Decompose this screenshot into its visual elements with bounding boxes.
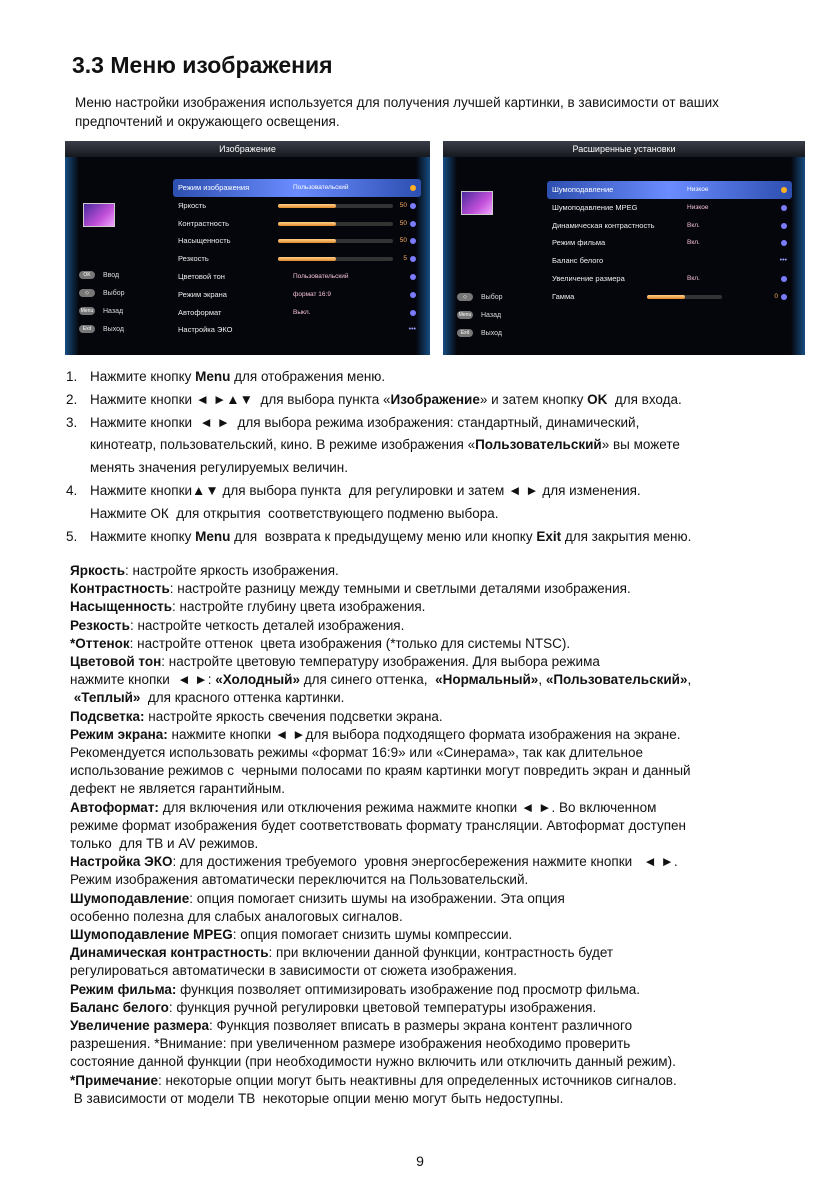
- menu-row[interactable]: [173, 321, 421, 339]
- description-line: Динамическая контрастность: при включении данной функции, контрастность будет: [70, 945, 614, 961]
- menu-row-label: Режим фильма: [552, 238, 606, 248]
- menu-row[interactable]: [547, 199, 792, 217]
- instruction-step: [66, 389, 816, 412]
- step-number: 1.: [66, 369, 78, 384]
- value-slider[interactable]: [278, 204, 393, 208]
- value-number: 50: [399, 201, 407, 209]
- option-indicator-icon: [410, 310, 416, 316]
- description-line: дефект не является гарантийным.: [70, 781, 286, 797]
- menu-row-label: Режим изображения: [178, 183, 250, 192]
- value-slider[interactable]: [278, 257, 393, 261]
- description-line: только для ТВ и AV режимов.: [70, 836, 259, 852]
- value-number: 5: [403, 255, 407, 263]
- step-text: Нажмите кнопки ◄ ► для выбора режима изображения: стандартный, динамический, кинотеатр, пользовательский, кино. В режиме изображения «Пользовательский» вы можете менять значения регулируемых величин.: [90, 414, 680, 476]
- key-hint: [79, 303, 159, 321]
- menu-row-value: Вкл.: [687, 274, 700, 282]
- option-indicator-icon: [781, 223, 787, 229]
- menu-row[interactable]: [173, 286, 421, 304]
- description-line: *Примечание: некоторые опции могут быть неактивны для определенных источников сигналов.: [70, 1072, 677, 1088]
- key-hint: [457, 307, 537, 325]
- key-hint-label: Выход: [103, 326, 124, 333]
- menu-row-label: Контрастность: [178, 218, 230, 228]
- menu-rows: [173, 179, 421, 339]
- option-indicator-icon: [781, 187, 787, 193]
- menu-row[interactable]: [547, 234, 792, 252]
- option-indicator-icon: [781, 276, 787, 282]
- step-number: 2.: [66, 391, 78, 407]
- description-line: Контрастность: настройте разницу между темными и светлыми деталями изображения.: [70, 581, 631, 597]
- description-line: В зависимости от модели ТВ некоторые опции меню могут быть недоступны.: [70, 1090, 564, 1106]
- description-line: Режим экрана: нажмите кнопки ◄ ►для выбора подходящего формата изображения на экране.: [70, 726, 681, 742]
- description-line: Баланс белого: функция ручной регулировки цветовой температуры изображения.: [70, 999, 597, 1015]
- key-legend: [79, 267, 159, 339]
- option-indicator-icon: [410, 185, 416, 191]
- menu-header: Расширенные установки: [443, 141, 805, 157]
- value-slider[interactable]: [647, 295, 722, 299]
- advanced-settings-screenshot: [443, 141, 805, 355]
- key-hint-label: Назад: [103, 308, 124, 315]
- menu-row[interactable]: [173, 197, 421, 215]
- menu-row-label: Гамма: [552, 291, 575, 301]
- remote-button-icon: Menu: [458, 312, 472, 319]
- key-hint-label: Выход: [481, 330, 502, 337]
- menu-row[interactable]: [173, 179, 421, 197]
- description-line: Резкость: настройте четкость деталей изображения.: [70, 617, 405, 633]
- description-line: Режим фильма: функция позволяет оптимизировать изображение под просмотр фильма.: [70, 981, 641, 997]
- menu-row-label: Яркость: [178, 200, 207, 210]
- instruction-step: [66, 412, 816, 480]
- key-hint: [457, 289, 537, 307]
- key-hint: [79, 285, 159, 303]
- description-line: Шумоподавление: опция помогает снизить шумы на изображении. Эта опция: [70, 890, 565, 906]
- menu-row-label: Резкость: [178, 254, 209, 264]
- description-line: Подсветка: настройте яркость свечения подсветки экрана.: [70, 708, 443, 724]
- instruction-steps: [66, 366, 816, 548]
- menu-row[interactable]: [173, 250, 421, 268]
- option-indicator-icon: [781, 294, 787, 300]
- option-indicator-icon: [410, 274, 416, 280]
- step-text: Нажмите кнопку Menu для отображения меню.: [90, 369, 386, 384]
- menu-row-label: Цветовой тон: [178, 271, 225, 281]
- step-text: Нажмите кнопки▲▼ для выбора пункта для регулировки и затем ◄ ► для изменения. Нажмите ОК для открытия соответствующего подменю выбора.: [90, 482, 641, 521]
- page-title: 3.3 Меню изображения: [72, 52, 333, 78]
- menu-row-label: Увеличение размера: [552, 273, 625, 283]
- menu-row-label: Автоформат: [178, 307, 222, 317]
- step-number: 3.: [66, 414, 78, 430]
- value-slider[interactable]: [278, 239, 393, 243]
- description-line: Яркость: настройте яркость изображения.: [70, 563, 339, 578]
- key-hint-label: Выбор: [103, 290, 125, 297]
- menu-row[interactable]: [173, 232, 421, 250]
- description-line: «Теплый» для красного оттенка картинки.: [73, 690, 345, 706]
- menu-row[interactable]: [547, 270, 792, 288]
- menu-header: Изображение: [65, 141, 430, 157]
- settings-descriptions: [70, 562, 815, 1108]
- description-line: Увеличение размера: Функция позволяет вписать в размеры экрана контент различного: [70, 1018, 633, 1034]
- description-line: Рекомендуется использовать режимы «формат 16:9» или «Синерама», так как длительное: [70, 745, 643, 761]
- menu-row[interactable]: [173, 268, 421, 286]
- tv-thumbnail-icon: [461, 191, 493, 215]
- menu-row-value: Пользовательский: [293, 184, 349, 191]
- intro-paragraph: Меню настройки изображения используется для получения лучшей картинки, в зависимости от ваших предпочтений и окружающего освещения.: [75, 95, 719, 129]
- key-hint-label: Назад: [481, 312, 502, 319]
- instruction-step: [66, 526, 816, 549]
- menu-row-label: Настройка ЭКО: [178, 325, 233, 335]
- description-line: Шумоподавление MPEG: опция помогает снизить шумы компрессии.: [70, 927, 513, 943]
- step-number: 4.: [66, 482, 78, 498]
- key-hint: [79, 267, 159, 285]
- menu-row-label: Шумоподавление MPEG: [552, 202, 638, 212]
- description-line: Насыщенность: настройте глубину цвета изображения.: [70, 599, 426, 615]
- option-indicator-icon: [410, 203, 416, 209]
- remote-button-icon: Exit: [79, 325, 95, 333]
- menu-row[interactable]: [547, 181, 792, 199]
- description-line: *Оттенок: настройте оттенок цвета изображения (*только для системы NTSC).: [70, 635, 571, 651]
- key-legend: [457, 289, 537, 343]
- remote-button-icon: Menu: [80, 308, 94, 315]
- step-number: 5.: [66, 528, 78, 544]
- value-number: 50: [399, 237, 407, 245]
- description-line: состояние данной функции (при необходимости нужно включить или отключить данный режим).: [70, 1054, 676, 1070]
- key-hint-label: Выбор: [481, 294, 503, 301]
- description-line: разрешения. *Внимание: при увеличенном размере изображения необходимо проверить: [70, 1036, 631, 1052]
- menu-row[interactable]: [547, 252, 792, 270]
- more-icon: •••: [408, 326, 416, 334]
- value-number: 0: [774, 292, 778, 300]
- more-icon: •••: [779, 257, 787, 265]
- menu-row[interactable]: [173, 215, 421, 233]
- value-slider[interactable]: [278, 222, 393, 226]
- step-text: Нажмите кнопку Menu для возврата к предыдущему меню или кнопку Exit для закрытия меню.: [90, 528, 692, 544]
- instruction-step: [66, 480, 816, 526]
- menu-row-label: Шумоподавление: [552, 185, 614, 194]
- menu-row-value: Вкл.: [687, 221, 700, 229]
- option-indicator-icon: [410, 292, 416, 298]
- menu-row[interactable]: [173, 304, 421, 322]
- key-hint: [457, 325, 537, 343]
- menu-row-label: Динамическая контрастность: [552, 220, 655, 230]
- remote-button-icon: OK: [79, 271, 95, 279]
- remote-button-icon: ◇: [457, 293, 473, 301]
- option-indicator-icon: [781, 240, 787, 246]
- menu-row-label: Насыщенность: [178, 236, 231, 246]
- menu-row-value: Вкл.: [687, 239, 700, 247]
- option-indicator-icon: [410, 221, 416, 227]
- description-line: Режим изображения автоматически переключится на Пользовательский.: [70, 872, 529, 888]
- picture-menu-screenshot: [65, 141, 430, 355]
- description-line: использование режимов с черными полосами по краям картинки могут повредить экран и данный: [70, 763, 691, 779]
- option-indicator-icon: [781, 205, 787, 211]
- menu-row[interactable]: [547, 217, 792, 235]
- step-text: Нажмите кнопки ◄ ►▲▼ для выбора пункта «Изображение» и затем кнопку OK для входа.: [90, 391, 682, 407]
- remote-button-icon: Exit: [457, 329, 473, 337]
- description-line: нажмите кнопки ◄ ►: «Холодный» для синего оттенка, «Нормальный», «Пользовательский»,: [70, 672, 692, 688]
- description-line: Цветовой тон: настройте цветовую температуру изображения. Для выбора режима: [70, 654, 600, 670]
- value-number: 50: [399, 219, 407, 227]
- menu-row-value: Пользовательский: [293, 272, 349, 280]
- description-line: режиме формат изображения будет соответствовать формату трансляции. Автоформат доступен: [70, 817, 686, 833]
- instruction-step: [66, 366, 816, 389]
- description-line: Автоформат: для включения или отключения режима нажмите кнопки ◄ ►. Во включенном: [70, 799, 657, 815]
- page-number: 9: [416, 1153, 424, 1169]
- option-indicator-icon: [410, 238, 416, 244]
- menu-row-value: Выкл.: [293, 308, 311, 316]
- key-hint: [79, 321, 159, 339]
- menu-row-label: Режим экрана: [178, 289, 227, 299]
- key-hint-label: Ввод: [103, 272, 120, 279]
- description-line: Настройка ЭКО: для достижения требуемого уровня энергосбережения нажмите кнопки ◄ ►.: [70, 854, 678, 870]
- menu-rows: [547, 181, 792, 306]
- tv-thumbnail-icon: [83, 203, 115, 227]
- remote-button-icon: ◇: [79, 289, 95, 297]
- menu-row-value: Низкое: [687, 203, 709, 211]
- menu-row[interactable]: [547, 288, 792, 306]
- description-line: особенно полезна для слабых аналоговых сигналов.: [70, 908, 403, 924]
- menu-row-value: формат 16:9: [293, 290, 331, 298]
- option-indicator-icon: [410, 256, 416, 262]
- menu-row-value: Низкое: [687, 186, 709, 193]
- description-line: регулироваться автоматически в зависимости от сюжета изображения.: [70, 963, 518, 979]
- menu-row-label: Баланс белого: [552, 256, 604, 266]
